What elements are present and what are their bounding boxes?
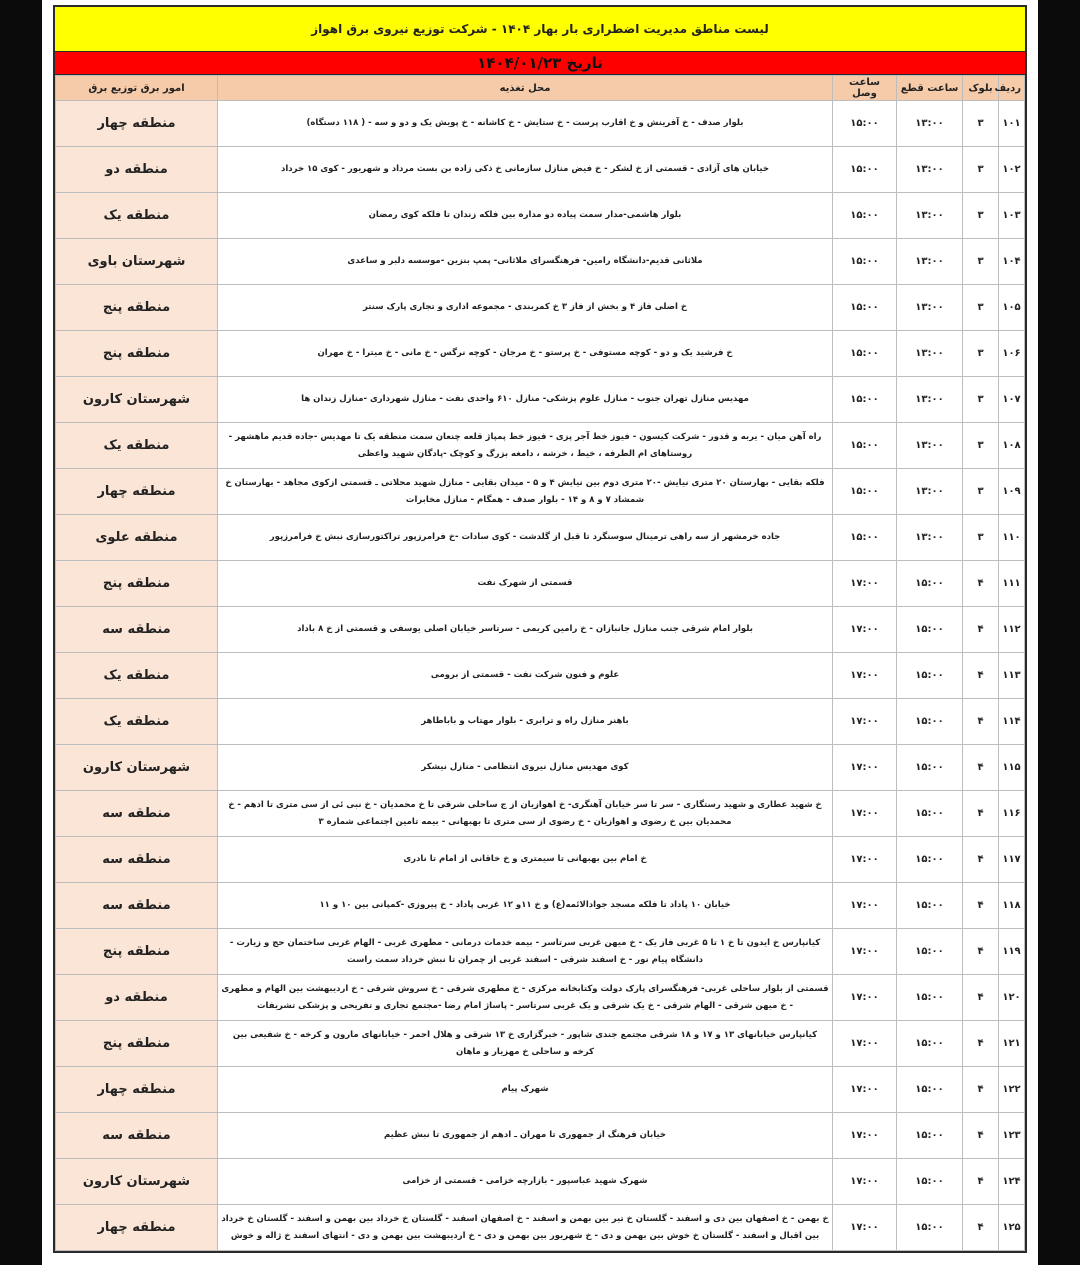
table-row bbox=[56, 101, 1025, 147]
cell-region: منطقه یک bbox=[56, 653, 218, 699]
cell-feed-location: قسمتی از شهرک نفت bbox=[218, 561, 833, 607]
cell-region: منطقه چهار bbox=[56, 1067, 218, 1113]
cell-region: شهرستان کارون bbox=[56, 745, 218, 791]
cell-feed-location: کیانپارس خیابانهای ۱۳ و ۱۷ و ۱۸ شرقی مجتمع جندی شاپور - خبرگزاری خ ۱۳ شرقی و هلال احمر - خیابانهای مارون و کرخه - خ شفیعی بین کرخه و ساحلی خ مهزیار و ماهان bbox=[218, 1021, 833, 1067]
cell-row-number: ۱۰۶ bbox=[999, 331, 1025, 377]
cell-feed-location: علوم و فنون شرکت نفت - قسمتی از برومی bbox=[218, 653, 833, 699]
table-row bbox=[56, 883, 1025, 929]
cell-region: شهرستان کارون bbox=[56, 1159, 218, 1205]
table-row bbox=[56, 745, 1025, 791]
cell-row-number: ۱۱۴ bbox=[999, 699, 1025, 745]
cell-cut-time: ۱۵:۰۰ bbox=[897, 1021, 963, 1067]
cell-cut-time: ۱۳:۰۰ bbox=[897, 331, 963, 377]
cell-row-number: ۱۰۸ bbox=[999, 423, 1025, 469]
table-row bbox=[56, 653, 1025, 699]
cell-cut-time: ۱۵:۰۰ bbox=[897, 699, 963, 745]
cell-block: ۴ bbox=[963, 791, 999, 837]
cell-block: ۴ bbox=[963, 883, 999, 929]
table-row bbox=[56, 285, 1025, 331]
cell-row-number: ۱۱۷ bbox=[999, 837, 1025, 883]
cell-cut-time: ۱۵:۰۰ bbox=[897, 791, 963, 837]
cell-row-number: ۱۲۳ bbox=[999, 1113, 1025, 1159]
table-row bbox=[56, 1205, 1025, 1251]
cell-cut-time: ۱۳:۰۰ bbox=[897, 515, 963, 561]
cell-cut-time: ۱۵:۰۰ bbox=[897, 1067, 963, 1113]
cell-region: منطقه سه bbox=[56, 791, 218, 837]
cell-region: منطقه پنج bbox=[56, 561, 218, 607]
cell-cut-time: ۱۳:۰۰ bbox=[897, 423, 963, 469]
outage-table-wrapper bbox=[53, 5, 1027, 1253]
table-row bbox=[56, 239, 1025, 285]
cell-feed-location: ملاثانی قدیم-دانشگاه رامین- فرهنگسرای ملاثانی- پمپ بنزین -موسسه دلبر و ساعدی bbox=[218, 239, 833, 285]
col-header-region: امور برق توزیع برق bbox=[56, 76, 218, 101]
col-header-block: بلوک bbox=[963, 76, 999, 101]
cell-region: منطقه سه bbox=[56, 883, 218, 929]
cell-connect-time: ۱۷:۰۰ bbox=[833, 745, 897, 791]
table-row bbox=[56, 1159, 1025, 1205]
col-header-row-number: ردیف bbox=[999, 76, 1025, 101]
cell-connect-time: ۱۷:۰۰ bbox=[833, 883, 897, 929]
cell-row-number: ۱۲۵ bbox=[999, 1205, 1025, 1251]
cell-feed-location: خ فرشید یک و دو - کوچه مستوفی - خ پرستو - خ مرجان - کوچه نرگس - خ مانی - خ میترا - خ مهران bbox=[218, 331, 833, 377]
cell-row-number: ۱۱۹ bbox=[999, 929, 1025, 975]
cell-block: ۴ bbox=[963, 1021, 999, 1067]
cell-region: منطقه پنج bbox=[56, 1021, 218, 1067]
cell-region: منطقه پنج bbox=[56, 285, 218, 331]
cell-cut-time: ۱۵:۰۰ bbox=[897, 975, 963, 1021]
cell-block: ۴ bbox=[963, 699, 999, 745]
cell-block: ۴ bbox=[963, 607, 999, 653]
cell-block: ۴ bbox=[963, 1205, 999, 1251]
table-row bbox=[56, 1113, 1025, 1159]
cell-connect-time: ۱۵:۰۰ bbox=[833, 285, 897, 331]
cell-feed-location: خ شهید عطاری و شهید رستگاری - سر تا سر خیابان آهنگری- خ اهوازیان از ج ساحلی شرقی تا خ محمدیان - خ نبی ئی از سی متری تا ادهم - خ محمدیان بین خ رضوی و اهوازیان - خ رضوی از سی متری تا بهبهانی - بیمه تامین اجتماعی شماره ۳ bbox=[218, 791, 833, 837]
table-row bbox=[56, 837, 1025, 883]
cell-connect-time: ۱۵:۰۰ bbox=[833, 193, 897, 239]
cell-block: ۳ bbox=[963, 101, 999, 147]
table-row bbox=[56, 607, 1025, 653]
cell-feed-location: خیابان های آزادی - قسمتی از خ لشکر - خ فیض منازل سازمانی خ ذکی زاده بن بست مرداد و شهریور - کوی ۱۵ خرداد bbox=[218, 147, 833, 193]
cell-cut-time: ۱۳:۰۰ bbox=[897, 147, 963, 193]
cell-connect-time: ۱۵:۰۰ bbox=[833, 469, 897, 515]
cell-region: شهرستان باوی bbox=[56, 239, 218, 285]
cell-cut-time: ۱۵:۰۰ bbox=[897, 929, 963, 975]
cell-cut-time: ۱۵:۰۰ bbox=[897, 1113, 963, 1159]
cell-feed-location: شهرک پیام bbox=[218, 1067, 833, 1113]
cell-row-number: ۱۲۲ bbox=[999, 1067, 1025, 1113]
cell-row-number: ۱۰۴ bbox=[999, 239, 1025, 285]
cell-connect-time: ۱۵:۰۰ bbox=[833, 331, 897, 377]
table-row bbox=[56, 377, 1025, 423]
outage-schedule-table bbox=[55, 75, 1025, 1251]
cell-feed-location: قسمتی از بلوار ساحلی غربی- فرهنگسرای پارک دولت وکتابخانه مرکزی - خ مطهری شرقی - خ سروش شرقی - خ اردیبهشت بین الهام و مطهری - خ میهن شرقی - الهام شرقی - خ یک شرقی و یک غربی سرتاسر - پاساژ امام رضا -مجتمع تجاری و تفریحی و پزشکی تشریفات bbox=[218, 975, 833, 1021]
cell-connect-time: ۱۵:۰۰ bbox=[833, 147, 897, 193]
cell-connect-time: ۱۷:۰۰ bbox=[833, 929, 897, 975]
table-row bbox=[56, 1067, 1025, 1113]
cell-cut-time: ۱۵:۰۰ bbox=[897, 653, 963, 699]
cell-feed-location: خیابان فرهنگ از جمهوری تا مهران ـ ادهم از جمهوری تا نبش عظیم bbox=[218, 1113, 833, 1159]
cell-cut-time: ۱۵:۰۰ bbox=[897, 837, 963, 883]
cell-cut-time: ۱۵:۰۰ bbox=[897, 561, 963, 607]
cell-connect-time: ۱۷:۰۰ bbox=[833, 1021, 897, 1067]
col-header-cut-time: ساعت قطع bbox=[897, 76, 963, 101]
table-row bbox=[56, 423, 1025, 469]
cell-feed-location: خ امام بین بهبهانی تا سیمتری و خ خاقانی از امام تا نادری bbox=[218, 837, 833, 883]
cell-feed-location: بلوار امام شرقی جنب منازل جانبازان - خ رامین کریمی - سرتاسر خیابان اصلی یوسفی و قسمتی از خ ۸ باداد bbox=[218, 607, 833, 653]
col-header-feed-location: محل تغذیه bbox=[218, 76, 833, 101]
cell-region: منطقه دو bbox=[56, 975, 218, 1021]
cell-region: منطقه علوی bbox=[56, 515, 218, 561]
cell-connect-time: ۱۷:۰۰ bbox=[833, 1159, 897, 1205]
cell-connect-time: ۱۷:۰۰ bbox=[833, 653, 897, 699]
cell-row-number: ۱۰۳ bbox=[999, 193, 1025, 239]
cell-region: منطقه سه bbox=[56, 607, 218, 653]
cell-region: منطقه چهار bbox=[56, 1205, 218, 1251]
cell-feed-location: خیابان ۱۰ پاداد تا فلکه مسجد جوادالائمه(ع) و خ ۱۱و ۱۲ غربی پاداد - خ پیروزی -کمپانی بین ۱۰ و ۱۱ bbox=[218, 883, 833, 929]
cell-row-number: ۱۱۲ bbox=[999, 607, 1025, 653]
cell-feed-location: راه آهن میان - یربه و قدور - شرکت کیسون - فیوز خط آجر پزی - فیوز خط پمپاژ قلعه چنعان سمت منطقه یک تا مهدیس -جاده قدیم ماهشهر - روستاهای ام الطرفه ، خیط ، خرشه ، دامغه بزرگ و کوچک -پادگان شهید واعظی bbox=[218, 423, 833, 469]
cell-region: منطقه سه bbox=[56, 837, 218, 883]
document-date: تاریخ ۱۴۰۴/۰۱/۲۳ bbox=[55, 52, 1025, 75]
table-row bbox=[56, 469, 1025, 515]
cell-region: منطقه سه bbox=[56, 1113, 218, 1159]
table-row bbox=[56, 929, 1025, 975]
cell-feed-location: بلوار صدف - خ آفرینش و خ اقارب پرست - خ ستایش - خ کاشانه - خ پویش یک و دو و سه - ( ۱۱۸ دستگاه) bbox=[218, 101, 833, 147]
cell-feed-location: جاده خرمشهر از سه راهی ترمینال سوسنگرد تا قبل از گلدشت - کوی سادات -خ فرامرزپور تراکتورسازی نبش خ فرامرزپور bbox=[218, 515, 833, 561]
cell-block: ۴ bbox=[963, 929, 999, 975]
col-header-connect-time: ساعت وصل bbox=[833, 76, 897, 101]
cell-row-number: ۱۰۱ bbox=[999, 101, 1025, 147]
cell-connect-time: ۱۷:۰۰ bbox=[833, 607, 897, 653]
cell-connect-time: ۱۷:۰۰ bbox=[833, 791, 897, 837]
cell-connect-time: ۱۷:۰۰ bbox=[833, 699, 897, 745]
table-row bbox=[56, 515, 1025, 561]
cell-block: ۳ bbox=[963, 423, 999, 469]
cell-feed-location: مهدیس منازل تهران جنوب - منازل علوم پزشکی- منازل ۶۱۰ واحدی نفت - منازل شهرداری -منازل زندان ها bbox=[218, 377, 833, 423]
cell-feed-location: خ بهمن - خ اصفهان بین دی و اسفند - گلستان خ تیر بین بهمن و اسفند - خ اصفهان اسفند - گلستان خ خرداد بین بهمن و اسفند - گلستان خ خرداد بین اقبال و اسفند - گلستان خ خوش بین بهمن و دی - خ شهریور بین بهمن و دی - خ اردیبهشت بین بهمن و دی - انتهای اسفند خ ژاله و خوش bbox=[218, 1205, 833, 1251]
cell-row-number: ۱۱۰ bbox=[999, 515, 1025, 561]
cell-cut-time: ۱۵:۰۰ bbox=[897, 1205, 963, 1251]
cell-region: منطقه چهار bbox=[56, 469, 218, 515]
cell-row-number: ۱۱۸ bbox=[999, 883, 1025, 929]
cell-block: ۴ bbox=[963, 653, 999, 699]
cell-connect-time: ۱۷:۰۰ bbox=[833, 837, 897, 883]
cell-region: منطقه یک bbox=[56, 193, 218, 239]
table-row bbox=[56, 975, 1025, 1021]
cell-connect-time: ۱۵:۰۰ bbox=[833, 423, 897, 469]
cell-connect-time: ۱۵:۰۰ bbox=[833, 239, 897, 285]
cell-row-number: ۱۲۰ bbox=[999, 975, 1025, 1021]
cell-cut-time: ۱۵:۰۰ bbox=[897, 745, 963, 791]
cell-connect-time: ۱۷:۰۰ bbox=[833, 1205, 897, 1251]
cell-region: منطقه یک bbox=[56, 699, 218, 745]
cell-connect-time: ۱۷:۰۰ bbox=[833, 975, 897, 1021]
cell-row-number: ۱۲۴ bbox=[999, 1159, 1025, 1205]
cell-row-number: ۱۰۷ bbox=[999, 377, 1025, 423]
cell-block: ۴ bbox=[963, 975, 999, 1021]
table-row bbox=[56, 193, 1025, 239]
cell-block: ۴ bbox=[963, 1159, 999, 1205]
cell-region: منطقه دو bbox=[56, 147, 218, 193]
cell-feed-location: خ اصلی فاز ۴ و بخش از فاز ۳ خ کمربندی - مجموعه اداری و تجاری پارک سنتر bbox=[218, 285, 833, 331]
cell-block: ۳ bbox=[963, 469, 999, 515]
cell-connect-time: ۱۵:۰۰ bbox=[833, 377, 897, 423]
cell-feed-location: فلکه بقایی - بهارستان ۲۰ متری نیایش -۲۰ متری دوم بین نیایش ۴ و ۵ - میدان بقایی - منازل شهید محلاتی ـ قسمتی ازکوی مجاهد - بهارستان خ شمشاد ۷ و ۸ و ۱۴ - بلوار صدف - همگام - منازل مخابرات bbox=[218, 469, 833, 515]
cell-block: ۴ bbox=[963, 837, 999, 883]
cell-block: ۴ bbox=[963, 561, 999, 607]
table-row bbox=[56, 331, 1025, 377]
cell-block: ۳ bbox=[963, 331, 999, 377]
cell-region: منطقه پنج bbox=[56, 929, 218, 975]
cell-region: منطقه پنج bbox=[56, 331, 218, 377]
cell-connect-time: ۱۷:۰۰ bbox=[833, 1067, 897, 1113]
cell-block: ۳ bbox=[963, 285, 999, 331]
cell-connect-time: ۱۵:۰۰ bbox=[833, 515, 897, 561]
cell-cut-time: ۱۳:۰۰ bbox=[897, 239, 963, 285]
cell-block: ۳ bbox=[963, 147, 999, 193]
cell-row-number: ۱۰۲ bbox=[999, 147, 1025, 193]
cell-region: منطقه چهار bbox=[56, 101, 218, 147]
cell-cut-time: ۱۳:۰۰ bbox=[897, 285, 963, 331]
cell-row-number: ۱۱۱ bbox=[999, 561, 1025, 607]
cell-row-number: ۱۲۱ bbox=[999, 1021, 1025, 1067]
cell-row-number: ۱۱۵ bbox=[999, 745, 1025, 791]
cell-feed-location: بلوار هاشمی-مدار سمت پیاده دو مداره بین فلکه زندان تا فلکه کوی رمضان bbox=[218, 193, 833, 239]
table-row bbox=[56, 147, 1025, 193]
cell-cut-time: ۱۵:۰۰ bbox=[897, 607, 963, 653]
table-row bbox=[56, 1021, 1025, 1067]
cell-connect-time: ۱۷:۰۰ bbox=[833, 561, 897, 607]
cell-connect-time: ۱۵:۰۰ bbox=[833, 101, 897, 147]
cell-row-number: ۱۱۳ bbox=[999, 653, 1025, 699]
cell-block: ۴ bbox=[963, 745, 999, 791]
table-row bbox=[56, 699, 1025, 745]
cell-block: ۳ bbox=[963, 193, 999, 239]
table-header-row bbox=[56, 76, 1025, 101]
cell-feed-location: کیانپارس خ ایدون تا خ ۱ تا ۵ غربی فاز یک - خ میهن غربی سرتاسر - بیمه خدمات درمانی - مطهری غربی - الهام غربی ساختمان حج و زیارت - دانشگاه پیام نور - خ اسفند شرقی - اسفند غربی از چمران تا نبش خرداد سمت راست bbox=[218, 929, 833, 975]
cell-feed-location: باهنر منازل راه و ترابری - بلوار مهتاب و باباطاهر bbox=[218, 699, 833, 745]
document-sheet bbox=[42, 0, 1038, 1265]
cell-block: ۳ bbox=[963, 239, 999, 285]
cell-region: شهرستان کارون bbox=[56, 377, 218, 423]
cell-block: ۳ bbox=[963, 515, 999, 561]
cell-connect-time: ۱۷:۰۰ bbox=[833, 1113, 897, 1159]
cell-block: ۳ bbox=[963, 377, 999, 423]
cell-cut-time: ۱۳:۰۰ bbox=[897, 377, 963, 423]
table-row bbox=[56, 561, 1025, 607]
table-row bbox=[56, 791, 1025, 837]
cell-cut-time: ۱۵:۰۰ bbox=[897, 883, 963, 929]
cell-feed-location: شهرک شهید عباسپور - بازارچه خزامی - قسمتی از خزامی bbox=[218, 1159, 833, 1205]
cell-block: ۴ bbox=[963, 1113, 999, 1159]
cell-region: منطقه یک bbox=[56, 423, 218, 469]
cell-feed-location: کوی مهدیس منازل نیروی انتظامی - منازل نیشکر bbox=[218, 745, 833, 791]
cell-cut-time: ۱۳:۰۰ bbox=[897, 101, 963, 147]
cell-row-number: ۱۰۵ bbox=[999, 285, 1025, 331]
cell-row-number: ۱۱۶ bbox=[999, 791, 1025, 837]
cell-cut-time: ۱۳:۰۰ bbox=[897, 469, 963, 515]
document-title: لیست مناطق مدیریت اضطراری بار بهار ۱۴۰۴ - شرکت توزیع نیروی برق اهواز bbox=[55, 7, 1025, 52]
cell-cut-time: ۱۵:۰۰ bbox=[897, 1159, 963, 1205]
cell-row-number: ۱۰۹ bbox=[999, 469, 1025, 515]
cell-cut-time: ۱۳:۰۰ bbox=[897, 193, 963, 239]
cell-block: ۴ bbox=[963, 1067, 999, 1113]
